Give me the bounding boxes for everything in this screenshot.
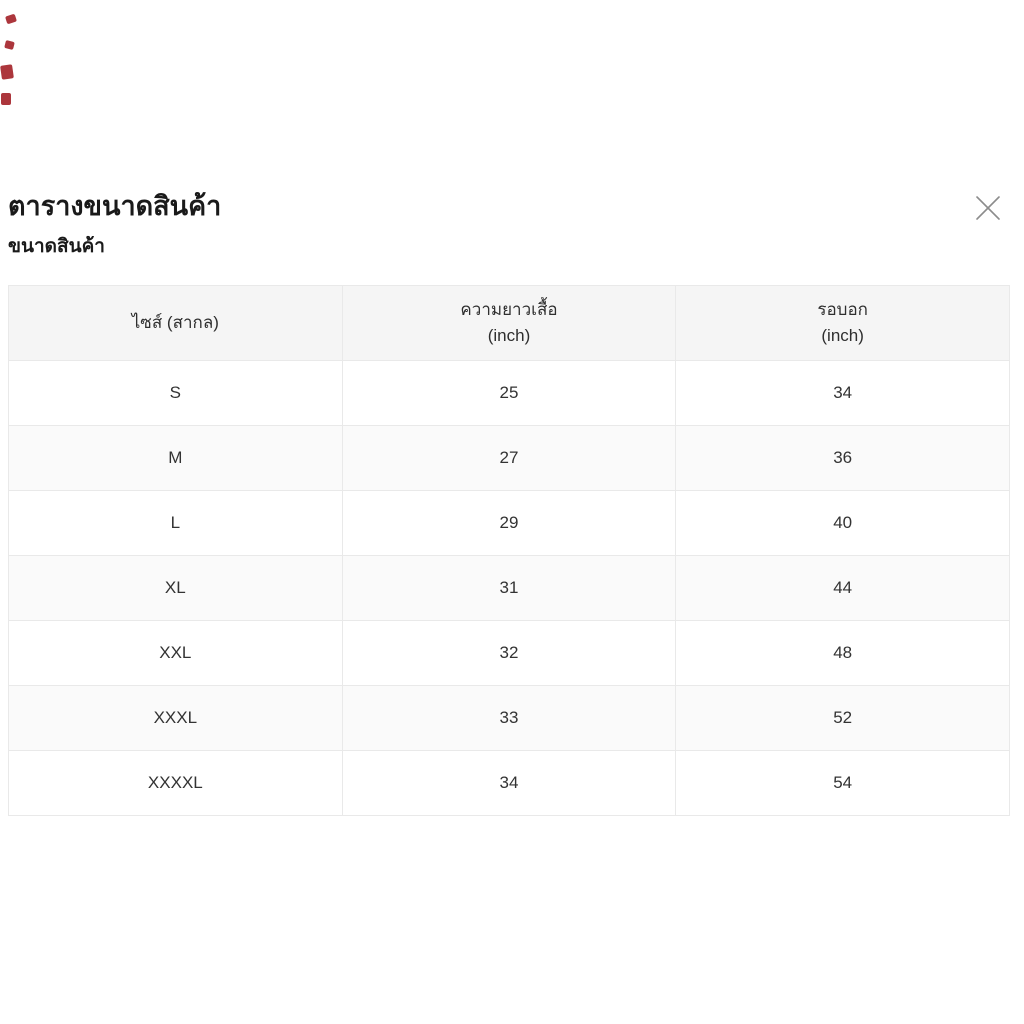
cell-length: 25 bbox=[342, 361, 676, 426]
close-button[interactable] bbox=[970, 190, 1006, 226]
size-chart-table bbox=[8, 285, 1010, 816]
table-row bbox=[9, 426, 1010, 491]
column-unit: (inch) bbox=[487, 326, 531, 345]
red-edge-artifact bbox=[4, 40, 15, 50]
column-label: ไซส์ (สากล) bbox=[131, 313, 219, 332]
cell-size: M bbox=[9, 426, 343, 491]
cell-length: 31 bbox=[342, 556, 676, 621]
cell-chest: 54 bbox=[676, 751, 1010, 816]
table-row bbox=[9, 491, 1010, 556]
red-edge-artifact bbox=[5, 14, 17, 25]
table-row bbox=[9, 556, 1010, 621]
table-row bbox=[9, 361, 1010, 426]
cell-length: 32 bbox=[342, 621, 676, 686]
cell-size: XL bbox=[9, 556, 343, 621]
cell-length: 33 bbox=[342, 686, 676, 751]
column-header-1 bbox=[342, 286, 676, 361]
cell-chest: 34 bbox=[676, 361, 1010, 426]
table-row bbox=[9, 751, 1010, 816]
red-edge-artifact bbox=[1, 93, 11, 105]
section-subtitle: ขนาดสินค้า bbox=[8, 236, 105, 257]
table-body bbox=[9, 361, 1010, 816]
cell-length: 29 bbox=[342, 491, 676, 556]
cell-size: XXL bbox=[9, 621, 343, 686]
cell-chest: 48 bbox=[676, 621, 1010, 686]
cell-length: 34 bbox=[342, 751, 676, 816]
table-row bbox=[9, 686, 1010, 751]
close-icon bbox=[975, 195, 1001, 221]
cell-chest: 36 bbox=[676, 426, 1010, 491]
page-title: ตารางขนาดสินค้า bbox=[8, 191, 222, 221]
column-header-2 bbox=[676, 286, 1010, 361]
cell-chest: 52 bbox=[676, 686, 1010, 751]
cell-size: S bbox=[9, 361, 343, 426]
cell-size: XXXXL bbox=[9, 751, 343, 816]
column-header-0 bbox=[9, 286, 343, 361]
cell-size: XXXL bbox=[9, 686, 343, 751]
column-label: ความยาวเสื้อ bbox=[460, 300, 558, 319]
table-row bbox=[9, 621, 1010, 686]
cell-chest: 44 bbox=[676, 556, 1010, 621]
cell-chest: 40 bbox=[676, 491, 1010, 556]
red-edge-artifact bbox=[0, 64, 14, 80]
table-header-row bbox=[9, 286, 1010, 361]
column-unit: (inch) bbox=[821, 326, 864, 345]
cell-size: L bbox=[9, 491, 343, 556]
cell-length: 27 bbox=[342, 426, 676, 491]
column-label: รอบอก bbox=[817, 300, 868, 319]
